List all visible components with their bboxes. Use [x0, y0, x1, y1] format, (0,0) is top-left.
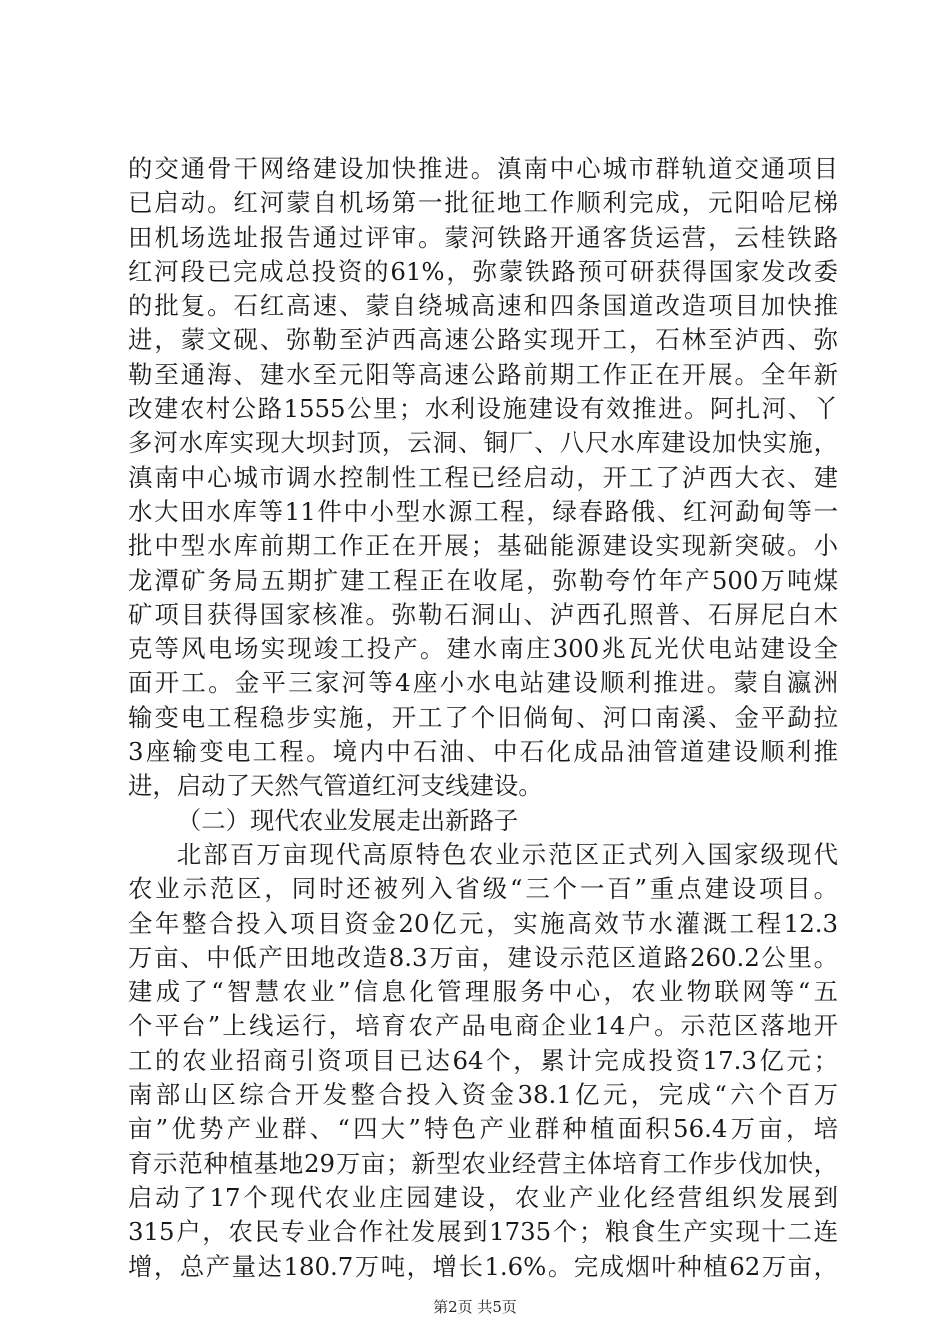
text-line: 红河段已完成总投资的61%，弥蒙铁路预可研获得国家发改委 — [128, 256, 838, 286]
text-line: 批中型水库前期工作正在开展；基础能源建设实现新突破。小 — [128, 531, 838, 561]
text-line: 万亩、中低产田地改造8.3万亩，建设示范区道路260.2公里。 — [128, 942, 838, 972]
text-line: 田机场选址报告通过评审。蒙河铁路开通客货运营，云桂铁路 — [128, 222, 838, 252]
text-line: 进，蒙文砚、弥勒至泸西高速公路实现开工，石林至泸西、弥 — [128, 325, 838, 355]
text-line: 增，总产量达180.7万吨，增长1.6%。完成烟叶种植62万亩， — [128, 1251, 838, 1281]
document-body — [128, 152, 838, 1284]
text-line: 3座输变电工程。境内中石油、中石化成品油管道建设顺利推 — [128, 737, 838, 767]
text-line: 南部山区综合开发整合投入资金38.1亿元，完成“六个百万 — [128, 1080, 838, 1110]
text-line: 启动了17个现代农业庄园建设，农业产业化经营组织发展到 — [128, 1182, 838, 1212]
text-line: 工的农业招商引资项目已达64个，累计完成投资17.3亿元； — [128, 1045, 838, 1075]
text-line: 的批复。石红高速、蒙自绕城高速和四条国道改造项目加快推 — [128, 291, 838, 321]
text-line: 的交通骨干网络建设加快推进。滇南中心城市群轨道交通项目 — [128, 154, 838, 183]
text-line: 315户，农民专业合作社发展到1735个；粮食生产实现十二连 — [128, 1217, 838, 1247]
text-line: 面开工。金平三家河等4座小水电站建设顺利推进。蒙自瀛洲 — [128, 668, 838, 698]
page-footer: 第2页 共5页 — [433, 1298, 517, 1316]
text-line: 农业示范区，同时还被列入省级“三个一百”重点建设项目。 — [128, 874, 838, 904]
text-line: 进，启动了天然气管道红河支线建设。 — [128, 771, 543, 801]
text-line: 矿项目获得国家核准。弥勒石洞山、泸西孔照普、石屏尼白木 — [128, 599, 838, 629]
text-line: （二）现代农业发展走出新路子 — [176, 805, 519, 835]
text-line: 滇南中心城市调水控制性工程已经启动，开工了泸西大衣、建 — [128, 462, 838, 492]
text-line: 多河水库实现大坝封顶，云洞、铜厂、八尺水库建设加快实施， — [128, 428, 838, 458]
text-line: 克等风电场实现竣工投产。建水南庄300兆瓦光伏电站建设全 — [128, 634, 838, 664]
text-line: 育示范种植基地29万亩；新型农业经营主体培育工作步伐加快， — [128, 1148, 838, 1178]
text-line: 输变电工程稳步实施，开工了个旧倘甸、河口南溪、金平勐拉 — [128, 702, 838, 732]
text-line: 全年整合投入项目资金20亿元，实施高效节水灌溉工程12.3 — [128, 908, 838, 938]
text-line: 已启动。红河蒙自机场第一批征地工作顺利完成，元阳哈尼梯 — [128, 188, 838, 218]
text-line: 亩”优势产业群、“四大”特色产业群种植面积56.4万亩，培 — [128, 1114, 838, 1144]
text-line: 北部百万亩现代高原特色农业示范区正式列入国家级现代 — [176, 839, 838, 869]
text-line: 建成了“智慧农业”信息化管理服务中心，农业物联网等“五 — [128, 977, 838, 1007]
text-line: 勒至通海、建水至元阳等高速公路前期工作正在开展。全年新 — [128, 359, 838, 389]
text-line: 个平台”上线运行，培育农产品电商企业14户。示范区落地开 — [128, 1011, 838, 1041]
text-line: 改建农村公路1555公里；水利设施建设有效推进。阿扎河、丫 — [128, 394, 838, 424]
text-line: 水大田水库等11件中小型水源工程，绿春路俄、红河勐甸等一 — [128, 496, 838, 526]
text-line: 龙潭矿务局五期扩建工程正在收尾，弥勒夸竹年产500万吨煤 — [128, 565, 838, 595]
